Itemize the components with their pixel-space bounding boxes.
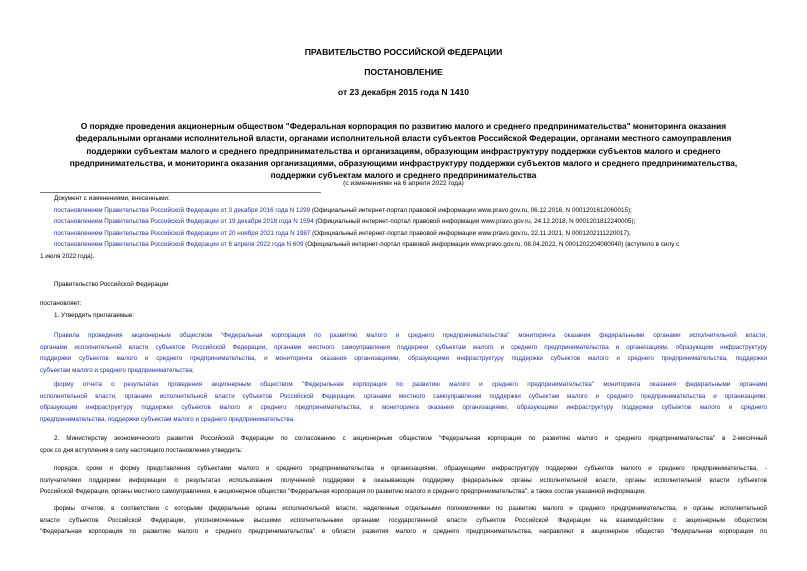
amendment-link[interactable]: постановлением Правительства Российской Федерации от 3 декабря 2016 года N 1299 <box>54 206 311 214</box>
item-2-line: срок со дня вступления в силу настоящего постановления утвердить: <box>40 446 243 454</box>
amendments-continuation: 1 июля 2022 года). <box>40 253 95 260</box>
amendment-details: (Официальный интернет-портал правовой информации www.pravo.gov.ru, 24.12.2018, N 0001201812240005); <box>313 218 636 226</box>
amendments-block <box>54 193 679 251</box>
amendment-link[interactable]: постановлением Правительства Российской Федерации от 6 апреля 2022 года N 609 <box>54 241 304 249</box>
title-line: поддержки субъектам малого и среднего предпринимательства <box>270 170 537 181</box>
form-line[interactable]: форму отчета о результатах проведения акционерным обществом "Федеральная корпорация по развитию малого и среднего предпринимательства" мониторинга оказания федеральными органами <box>54 381 767 388</box>
item-1: 1. Утвердить прилагаемые: <box>54 312 134 319</box>
form-line[interactable]: исполнительной власти, органами исполнительной власти субъектов Российской Федерации, органами местного самоуправления поддержки субъектам малого и среднего предпринимательства и организациям, <box>40 392 767 400</box>
title-line: предпринимательства, и мониторинга оказания организациями, образующими инфраструктуру поддержки субъектов малого и среднего предпринимательства, <box>69 157 738 168</box>
item-2-paragraph <box>40 433 767 456</box>
rules-line[interactable]: субъектам малого и среднего предпринимательства; <box>40 366 194 374</box>
amendment-details: (Официальный интернет-портал правовой информации www.pravo.gov.ru, 22.11.2021, N 0001202111220017); <box>310 229 631 237</box>
amendment-item <box>54 205 679 217</box>
form-line[interactable]: предпринимательства, поддержки субъектам малого и среднего предпринимательства. <box>40 415 295 423</box>
procedure-line: порядок, сроки и форму представления субъектами малого и среднего предпринимательства и организациями, образующими инфраструктуру поддержки субъектов малого и среднего предпринимательства, - <box>54 465 767 472</box>
form-line[interactable]: образующим инфраструктуру поддержки субъектов малого и среднего предпринимательства, и мониторинга оказания организациями, образующими инфраструктуру поддержки субъектов малого и среднего <box>40 404 767 412</box>
amendment-details: (Официальный интернет-портал правовой информации www.pravo.gov.ru, 06.12.2016, N 0001201612060015); <box>310 206 632 214</box>
procedure-line: получателями поддержки информации о результатах использования полученной поддержки в оказывающие поддержку федеральные органы исполнительной власти, органы исполнительной власти субъектов <box>40 476 767 484</box>
decrees-line: постановляет: <box>40 300 82 307</box>
amendment-item <box>54 239 679 251</box>
reports-line: формы отчетов, в соответствии с которыми федеральные органы исполнительной власти, наделенные отдельными полномочиями по развитию малого и среднего предпринимательства, и органы исполнительной <box>54 505 767 512</box>
amendment-link[interactable]: постановлением Правительства Российской Федерации от 19 декабря 2018 года N 1594 <box>54 218 314 226</box>
form-paragraph[interactable] <box>40 379 767 425</box>
amendment-item <box>54 216 679 228</box>
procedure-line: Российской Федерации, органы местного самоуправления, в акционерное общество "Федеральная корпорация по развитию малого и среднего предпринимательства", а также состав указанной информации; <box>40 488 646 496</box>
date-number: от 23 декабря 2015 года N 1410 <box>337 87 470 97</box>
document-title <box>40 120 767 181</box>
amendment-item <box>54 228 679 240</box>
title-line: поддержки субъектам малого и среднего предпринимательства и организациям, образующим инфраструктуру поддержки субъектов малого и среднего <box>86 145 721 156</box>
amendment-link[interactable]: постановлением Правительства Российской Федерации от 20 ноября 2021 года N 1987 <box>54 229 311 237</box>
amendment-details: (Официальный интернет-портал правовой информации www.pravo.gov.ru, 08.04.2022, N 0001202204080040) (вступило в силу с <box>303 241 680 249</box>
item-2-line: 2. Министерству экономического развития Российской Федерации по согласованию с акционерным обществом "Федеральная корпорация по развитию малого и среднего предпринимательства" в 2-месячный <box>54 435 767 442</box>
amendments-intro: Документ с изменениями, внесенными: <box>54 195 170 202</box>
reports-line: власти субъектов Российской Федерации, уполномоченные высшими исполнительными органами государственной власти субъектов Российской Федерации на взаимодействие с акционерным обществом <box>40 516 767 524</box>
title-line: О порядке проведения акционерным обществом "Федеральная корпорация по развитию малого и среднего предпринимательства" мониторинга оказания <box>80 121 727 131</box>
reports-paragraph <box>40 503 767 538</box>
title-line: федеральными органами исполнительной власти, органами исполнительной власти субъектов Российской Федерации, органами местного самоуправления <box>75 133 732 144</box>
gov-heading: ПРАВИТЕЛЬСТВО РОССИЙСКОЙ ФЕДЕРАЦИИ <box>304 47 503 57</box>
reports-line: "Федеральная корпорация по развитию малого и среднего предпринимательства" в области развития малого и среднего предпринимательства, направляют в акционерное общество "Федеральная корпорация по <box>40 528 767 536</box>
revision-subtitle: (с изменениями на 6 апреля 2022 года) <box>343 180 464 187</box>
rules-paragraph[interactable] <box>40 330 767 376</box>
doc-type-heading: ПОСТАНОВЛЕНИЕ <box>364 67 443 77</box>
rules-line[interactable]: поддержки субъектов малого и среднего предпринимательства, и мониторинга оказания организациями, образующими инфраструктуру поддержки субъектов малого и среднего предпринимательства, поддержки <box>40 355 767 363</box>
rules-line[interactable]: Правила проведения акционерным обществом "Федеральная корпорация по развитию малого и среднего предпринимательства" мониторинга оказания федеральными органами исполнительной власти, <box>54 332 767 339</box>
government-line: Правительство Российской Федерации <box>54 281 169 288</box>
rules-line[interactable]: органами исполнительной власти субъектов Российской Федерации, органами местного самоуправления поддержки субъектам малого и среднего предпринимательства и организациям, образующим инфраструктуру <box>40 343 767 351</box>
procedure-paragraph <box>40 463 767 498</box>
